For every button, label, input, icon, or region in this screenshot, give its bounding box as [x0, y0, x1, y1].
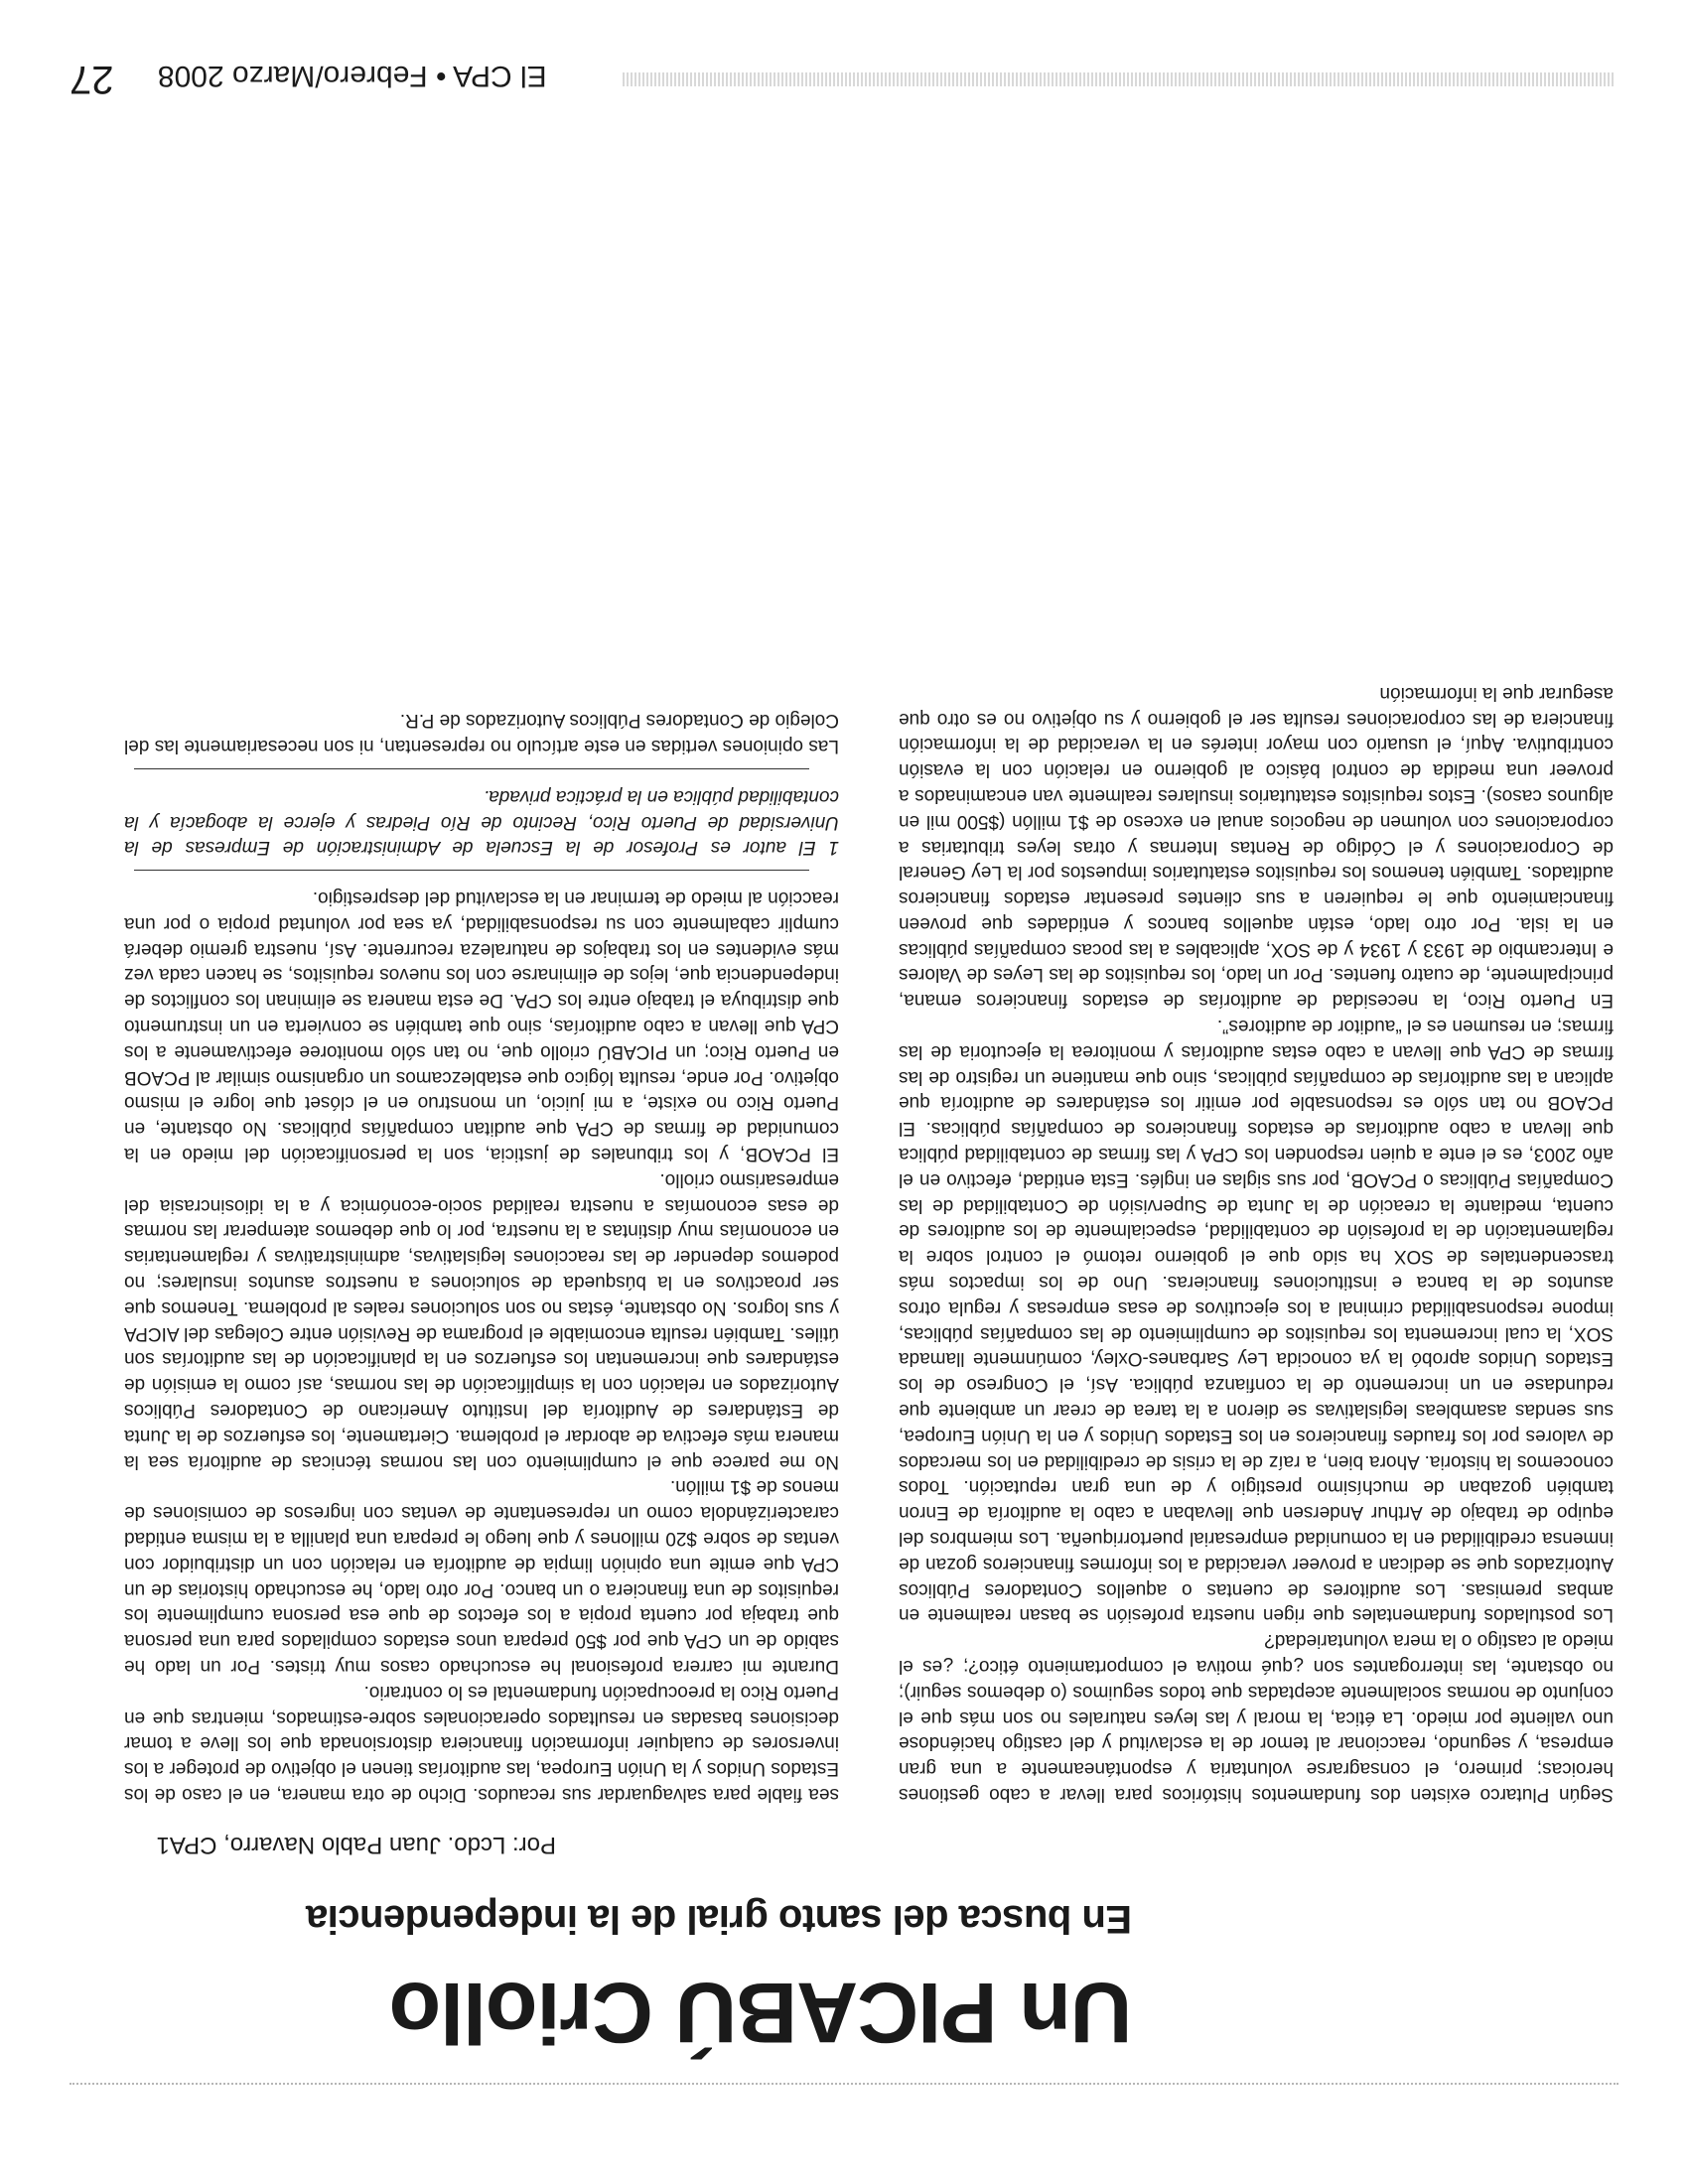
page-footer	[70, 60, 547, 99]
top-rule	[70, 2083, 1618, 2085]
disclaimer-rule	[134, 768, 809, 769]
left-column	[899, 278, 1614, 1807]
paragraph: Según Plutarco existen dos fundamentos históricos para llevar a cabo gestiones heroicas; primero, el consagrarse voluntaria y espontáneamente a una gran empresa, y segundo, reaccionar al temor de la esclavitud y del castigo haciéndose uno valiente por miedo. La ética, la moral y las leyes naturales no son más que el conjunto de normas socialmente aceptadas que todos seguimos (o debemos seguir); no obstante, las interrogantes son ¿qué motiva el comportamiento ético?; ¿es el miedo al castigo o la mera voluntariedad?	[899, 1630, 1614, 1805]
author-footnote: 1 El autor es Profesor de la Escuela de Administración de Empresas de la Universidad de Puerto Rico, Recinto de Río Piedras y ejerce la abogacía y la contabilidad pública en la práctica privada.	[124, 785, 839, 859]
paragraph: No me parece que el cumplimiento con las normas técnicas de auditoría sea la manera más efectiva de abordar el problema. Ciertamente, los esfuerzos de la Junta de Estándares de Auditoría del Instituto Americano de Contadores Públicos Autorizados en relación con la simplificación de las normas, así como la emisión de estándares que incrementan los esfuerzos en la planificación de las auditorías son útiles. También resulta encomiable el programa de Revisión entre Colegas del AICPA y sus logros. No obstante, éstas no son soluciones reales al problema. Tenemos que ser proactivos en la búsqueda de soluciones a nuestros asuntos insulares; no podemos depender de las reacciones legislativas, administrativas y reglamentarias en economías muy distintas a la nuestra, por lo que debemos atemperar las normas de esas economías a nuestra realidad socio-económica y a la idiosincrasia del empresarismo criollo.	[124, 1168, 839, 1472]
article-subtitle: En busca del santo grial de la independencia	[306, 1897, 1132, 1941]
disclaimer: Las opiniones vertidas en este artículo no representan, ni son necesariamente las del Colegio de Contadores Públicos Autorizados de P.R.	[124, 710, 839, 756]
publication-name: El CPA • Febrero/Marzo 2008	[157, 60, 547, 92]
article-title: Un PICABÚ Criollo	[389, 1965, 1132, 2060]
paragraph: En Puerto Rico, la necesidad de auditorías de estados financieros emana, principalmente, de cuatro fuentes. Por un lado, los requisitos de las Leyes de Valores e Intercambio de 1933 y 1934 y de SOX, aplicables a las pocas compañías públicas en la isla. Por otro lado, están aquellos bancos y entidades que proveen financiamiento que le requieren a sus clientes presentar estados financieros auditados. También tenemos los requisitos estatutarios impuestos por la Ley General de Corporaciones y el Código de Rentas Internas y otras leyes tributarias a corporaciones con volumen de negocios anual en exceso de $1 millón ($500 mil en algunos casos). Estos requisitos estatutarios insulares realmente van encaminados a proveer una medida de control básico al gobierno en relación con la evasión contributiva. Aquí, el usuario con mayor interés en la veracidad de la información financiera de las corporaciones resulta ser el gobierno y su objetivo no es otro que asegurar que la información	[899, 682, 1614, 1012]
right-column	[124, 278, 839, 1807]
paragraph: sea fiable para salvaguardar sus recaudos. Dicho de otra manera, en el caso de los Estados Unidos y la Unión Europea, las auditorías tienen el objetivo de proteger a los inversores de cualquier información financiera distorsionada que los lleve a tomar decisiones basadas en resultados operacionales sobre-estimados, mientras que en Puerto Rico la preocupación fundamental es lo contrario.	[124, 1681, 839, 1805]
footnote-rule	[134, 870, 809, 871]
byline: Por: Lcdo. Juan Pablo Navarro, CPA1	[156, 1832, 556, 1858]
paragraph: El PCAOB, y los tribunales de justicia, son la personificación del miedo en la comunidad de firmas de CPA que auditan compañías públicas. No obstante, en Puerto Rico no existe, a mi juicio, un monstruo en el clóset que logre el mismo objetivo. Por ende, resulta lógico que establezcamos un organismo similar al PCAOB en Puerto Rico; un PICABÚ criollo que, no tan sólo monitoree efectivamente a los CPA que llevan a cabo auditorías, sino que también se convierta en un instrumento que distribuya el trabajo entre los CPA. De esta manera se eliminan los conflictos de independencia que, lejos de eliminarse con los nuevos requisitos, se hacen cada vez más evidentes en los trabajos de naturaleza recurrente. Así, nuestra gremio deberá cumplir cabalmente con su responsabilidad, ya sea por voluntad propia o por una reacción al miedo de terminar en la esclavitud del desprestigio.	[124, 887, 839, 1165]
footer-rule	[621, 72, 1614, 86]
paragraph: Durante mi carrera profesional he escuchado casos muy tristes. Por un lado he sabido de un CPA que por $50 prepara unos estados compilados para una persona que trabaja por cuenta propia a los efectos de que esa persona cumplimente los requisitos de una financiera o un banco. Por otro lado, he escuchado historias de un CPA que emite una opinión limpia de auditoría en relación con un distribuidor con ventas de sobre $20 millones y que luego le prepara una planilla a la misma entidad caracterizándola como un representante de ventas con ingresos de comisiones de menos de $1 millón.	[124, 1476, 839, 1678]
paragraph: Los postulados fundamentales que rigen nuestra profesión se basan realmente en ambas premisas. Los auditores de cuentas o aquellos Contadores Públicos Autorizados que se dedican a proveer veracidad a los informes financieros gozan de inmensa credibilidad en la comunidad empresarial puertorriqueña. Los miembros del equipo de trabajo de Arthur Andersen que llevaban a cabo la auditoría de Enron también gozaban de muchísimo prestigio y de una gran reputación. Todos conocemos la historia. Ahora bien, a raíz de la crisis de credibilidad en los mercados de valores por los fraudes financieros en los Estados Unidos y en la Unión Europea, sus sendas asambleas legislativas se dieron a la tarea de crear un ambiente que redundase en un incremento de la confianza pública. Así, el Congreso de los Estados Unidos aprobó la ya conocida Ley Sarbanes-Oxley, comúnmente llamada SOX, la cual incrementa los requisitos de cumplimiento de las compañías públicas, impone responsabilidad criminal a los ejecutivos de esas empresas y regula otros asuntos de la banca e instituciones financieras. Uno de los impactos más trascendentales de SOX ha sido que el gobierno retomó el control sobre la reglamentación de la profesión de contabilidad, especialmente de los auditores de cuenta, mediante la creación de la Junta de Supervisión de Contabilidad de las Compañías Públicas o PCAOB, por sus siglas en inglés. Esta entidad, efectivo en el año 2003, es el ente a quien responden los CPA y las firmas de contabilidad pública que llevan a cabo auditorías de estados financieros de compañías públicas. El PCAOB no tan sólo es responsable por emitir los estándares de auditoría que aplican a las auditorías de compañías públicas, sino que mantiene un registro de las firmas de CPA que llevan a cabo estas auditorías y monitorea la ejecutoria de las firmas; en resumen es el “auditor de auditores”.	[899, 1016, 1614, 1626]
page-number: 27	[70, 58, 114, 101]
